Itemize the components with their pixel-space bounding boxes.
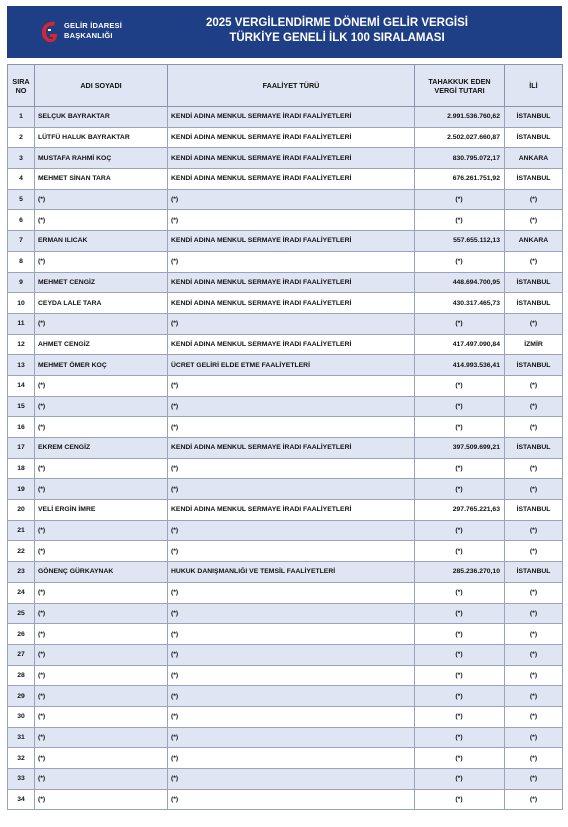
cell-sira: 18 [8, 458, 35, 479]
cell-faaliyet: (*) [168, 686, 415, 707]
cell-sira: 5 [8, 189, 35, 210]
cell-adi: VELİ ERGİN İMRE [35, 500, 168, 521]
logo-line1: GELİR İDARESİ [64, 21, 123, 30]
cell-adi: (*) [35, 727, 168, 748]
table-row [8, 107, 563, 128]
cell-adi: (*) [35, 189, 168, 210]
table-row [8, 582, 563, 603]
cell-adi: (*) [35, 251, 168, 272]
cell-tutar: 2.502.027.660,87 [415, 127, 505, 148]
cell-sira: 30 [8, 706, 35, 727]
cell-faaliyet: KENDİ ADINA MENKUL SERMAYE İRADI FAALİYETLERİ [168, 169, 415, 190]
cell-faaliyet: KENDİ ADINA MENKUL SERMAYE İRADI FAALİYETLERİ [168, 231, 415, 252]
cell-adi: (*) [35, 520, 168, 541]
cell-adi: GÖNENÇ GÜRKAYNAK [35, 562, 168, 583]
table-row [8, 769, 563, 790]
cell-ili: İSTANBUL [505, 500, 563, 521]
cell-tutar: (*) [415, 727, 505, 748]
cell-tutar: (*) [415, 251, 505, 272]
cell-faaliyet: (*) [168, 624, 415, 645]
cell-sira: 29 [8, 686, 35, 707]
cell-ili: (*) [505, 375, 563, 396]
table-row [8, 686, 563, 707]
cell-faaliyet: KENDİ ADINA MENKUL SERMAYE İRADI FAALİYETLERİ [168, 272, 415, 293]
cell-tutar: (*) [415, 210, 505, 231]
cell-faaliyet: (*) [168, 706, 415, 727]
cell-adi: MEHMET ÖMER KOÇ [35, 355, 168, 376]
cell-sira: 12 [8, 334, 35, 355]
cell-tutar: (*) [415, 644, 505, 665]
cell-adi: LÜTFÜ HALUK BAYRAKTAR [35, 127, 168, 148]
cell-sira: 28 [8, 665, 35, 686]
cell-faaliyet: (*) [168, 313, 415, 334]
table-row [8, 231, 563, 252]
cell-adi: (*) [35, 748, 168, 769]
table-row [8, 520, 563, 541]
cell-sira: 26 [8, 624, 35, 645]
cell-adi: (*) [35, 603, 168, 624]
cell-adi: (*) [35, 686, 168, 707]
cell-faaliyet: (*) [168, 748, 415, 769]
cell-tutar: (*) [415, 748, 505, 769]
cell-faaliyet: KENDİ ADINA MENKUL SERMAYE İRADI FAALİYETLERİ [168, 334, 415, 355]
cell-ili: (*) [505, 789, 563, 810]
cell-faaliyet: ÜCRET GELİRİ ELDE ETME FAALİYETLERİ [168, 355, 415, 376]
cell-tutar: (*) [415, 789, 505, 810]
cell-ili: İZMİR [505, 334, 563, 355]
cell-ili: (*) [505, 541, 563, 562]
cell-ili: (*) [505, 396, 563, 417]
cell-ili: İSTANBUL [505, 107, 563, 128]
page-title [137, 16, 537, 46]
cell-ili: (*) [505, 251, 563, 272]
cell-sira: 25 [8, 603, 35, 624]
cell-tutar: (*) [415, 313, 505, 334]
cell-ili: (*) [505, 644, 563, 665]
cell-ili: (*) [505, 520, 563, 541]
cell-adi: (*) [35, 644, 168, 665]
cell-faaliyet: KENDİ ADINA MENKUL SERMAYE İRADI FAALİYETLERİ [168, 293, 415, 314]
cell-tutar: (*) [415, 520, 505, 541]
cell-faaliyet: (*) [168, 603, 415, 624]
cell-faaliyet: (*) [168, 727, 415, 748]
cell-faaliyet: (*) [168, 479, 415, 500]
cell-faaliyet: (*) [168, 458, 415, 479]
cell-tutar: (*) [415, 603, 505, 624]
table-row [8, 562, 563, 583]
cell-tutar: (*) [415, 665, 505, 686]
cell-faaliyet: (*) [168, 665, 415, 686]
cell-sira: 32 [8, 748, 35, 769]
cell-faaliyet: (*) [168, 644, 415, 665]
cell-sira: 23 [8, 562, 35, 583]
cell-sira: 9 [8, 272, 35, 293]
table-row [8, 313, 563, 334]
column-header-tutar: TAHAKKUK EDEN VERGİ TUTARI [415, 65, 505, 107]
cell-sira: 8 [8, 251, 35, 272]
cell-ili: (*) [505, 582, 563, 603]
cell-sira: 19 [8, 479, 35, 500]
table-row [8, 541, 563, 562]
cell-adi: (*) [35, 458, 168, 479]
cell-sira: 2 [8, 127, 35, 148]
cell-ili: (*) [505, 458, 563, 479]
cell-tutar: (*) [415, 375, 505, 396]
cell-adi: (*) [35, 706, 168, 727]
cell-ili: (*) [505, 603, 563, 624]
cell-adi: MUSTAFA RAHMİ KOÇ [35, 148, 168, 169]
cell-ili: İSTANBUL [505, 272, 563, 293]
cell-sira: 13 [8, 355, 35, 376]
cell-sira: 10 [8, 293, 35, 314]
table-row [8, 189, 563, 210]
cell-faaliyet: (*) [168, 417, 415, 438]
cell-tutar: 557.655.112,13 [415, 231, 505, 252]
column-header-adi: ADI SOYADI [35, 65, 168, 107]
ranking-table-container [7, 64, 562, 810]
cell-faaliyet: KENDİ ADINA MENKUL SERMAYE İRADI FAALİYETLERİ [168, 500, 415, 521]
cell-faaliyet: (*) [168, 541, 415, 562]
table-row [8, 624, 563, 645]
cell-adi: MEHMET SİNAN TARA [35, 169, 168, 190]
cell-ili: (*) [505, 665, 563, 686]
gib-logo-icon [40, 20, 58, 44]
cell-faaliyet: (*) [168, 396, 415, 417]
cell-tutar: 414.993.536,41 [415, 355, 505, 376]
table-row [8, 603, 563, 624]
column-header-sira: SIRA NO [8, 65, 35, 107]
cell-faaliyet: (*) [168, 210, 415, 231]
cell-ili: (*) [505, 727, 563, 748]
cell-sira: 3 [8, 148, 35, 169]
column-header-ili: İLİ [505, 65, 563, 107]
table-row [8, 272, 563, 293]
cell-ili: (*) [505, 624, 563, 645]
cell-sira: 15 [8, 396, 35, 417]
cell-ili: (*) [505, 417, 563, 438]
cell-sira: 20 [8, 500, 35, 521]
cell-faaliyet: HUKUK DANIŞMANLIĞI VE TEMSİL FAALİYETLERİ [168, 562, 415, 583]
cell-sira: 33 [8, 769, 35, 790]
cell-faaliyet: (*) [168, 582, 415, 603]
cell-ili: (*) [505, 748, 563, 769]
table-row [8, 706, 563, 727]
table-row [8, 417, 563, 438]
table-row [8, 665, 563, 686]
cell-adi: MEHMET CENGİZ [35, 272, 168, 293]
table-row [8, 479, 563, 500]
cell-sira: 17 [8, 438, 35, 459]
cell-sira: 27 [8, 644, 35, 665]
table-row [8, 748, 563, 769]
cell-tutar: (*) [415, 624, 505, 645]
cell-tutar: (*) [415, 541, 505, 562]
cell-tutar: (*) [415, 686, 505, 707]
table-row [8, 458, 563, 479]
cell-tutar: (*) [415, 479, 505, 500]
cell-sira: 4 [8, 169, 35, 190]
cell-adi: (*) [35, 313, 168, 334]
cell-tutar: (*) [415, 417, 505, 438]
cell-ili: (*) [505, 210, 563, 231]
cell-tutar: (*) [415, 582, 505, 603]
cell-sira: 1 [8, 107, 35, 128]
cell-adi: (*) [35, 582, 168, 603]
cell-tutar: (*) [415, 458, 505, 479]
cell-sira: 6 [8, 210, 35, 231]
cell-sira: 31 [8, 727, 35, 748]
cell-adi: (*) [35, 396, 168, 417]
cell-sira: 24 [8, 582, 35, 603]
cell-faaliyet: (*) [168, 789, 415, 810]
table-row [8, 500, 563, 521]
cell-adi: (*) [35, 769, 168, 790]
cell-ili: (*) [505, 706, 563, 727]
cell-adi: (*) [35, 789, 168, 810]
table-row [8, 789, 563, 810]
cell-faaliyet: KENDİ ADINA MENKUL SERMAYE İRADI FAALİYETLERİ [168, 127, 415, 148]
cell-adi: (*) [35, 479, 168, 500]
table-row [8, 355, 563, 376]
table-row [8, 438, 563, 459]
cell-faaliyet: KENDİ ADINA MENKUL SERMAYE İRADI FAALİYETLERİ [168, 107, 415, 128]
cell-ili: İSTANBUL [505, 127, 563, 148]
cell-adi: (*) [35, 210, 168, 231]
table-body [8, 107, 563, 810]
cell-tutar: 830.795.072,17 [415, 148, 505, 169]
cell-tutar: 285.236.270,10 [415, 562, 505, 583]
cell-ili: ANKARA [505, 231, 563, 252]
cell-tutar: 430.317.465,73 [415, 293, 505, 314]
table-row [8, 293, 563, 314]
cell-adi: SELÇUK BAYRAKTAR [35, 107, 168, 128]
cell-tutar: 297.765.221,63 [415, 500, 505, 521]
logo-line2: BAŞKANLIĞI [64, 31, 113, 40]
cell-ili: İSTANBUL [505, 169, 563, 190]
cell-ili: (*) [505, 769, 563, 790]
cell-sira: 11 [8, 313, 35, 334]
cell-ili: (*) [505, 313, 563, 334]
cell-sira: 22 [8, 541, 35, 562]
logo-text [64, 21, 122, 41]
page-header [7, 6, 562, 58]
cell-adi: (*) [35, 541, 168, 562]
cell-sira: 34 [8, 789, 35, 810]
cell-sira: 7 [8, 231, 35, 252]
title-line2: TÜRKİYE GENELİ İLK 100 SIRALAMASI [229, 32, 445, 44]
cell-adi: (*) [35, 375, 168, 396]
cell-ili: İSTANBUL [505, 562, 563, 583]
cell-tutar: (*) [415, 189, 505, 210]
cell-adi: CEYDA LALE TARA [35, 293, 168, 314]
cell-faaliyet: (*) [168, 189, 415, 210]
cell-adi: (*) [35, 624, 168, 645]
column-header-faaliyet: FAALİYET TÜRÜ [168, 65, 415, 107]
cell-tutar: 2.991.536.760,62 [415, 107, 505, 128]
cell-faaliyet: (*) [168, 375, 415, 396]
cell-sira: 21 [8, 520, 35, 541]
cell-ili: (*) [505, 479, 563, 500]
title-line1: 2025 VERGİLENDİRME DÖNEMİ GELİR VERGİSİ [206, 17, 468, 29]
cell-faaliyet: (*) [168, 251, 415, 272]
cell-adi: AHMET CENGİZ [35, 334, 168, 355]
cell-faaliyet: (*) [168, 520, 415, 541]
table-row [8, 727, 563, 748]
cell-adi: ERMAN ILICAK [35, 231, 168, 252]
cell-adi: (*) [35, 665, 168, 686]
cell-ili: İSTANBUL [505, 355, 563, 376]
cell-ili: İSTANBUL [505, 293, 563, 314]
cell-sira: 16 [8, 417, 35, 438]
cell-faaliyet: KENDİ ADINA MENKUL SERMAYE İRADI FAALİYETLERİ [168, 148, 415, 169]
table-row [8, 644, 563, 665]
table-row [8, 334, 563, 355]
ranking-table [7, 64, 563, 810]
cell-tutar: 676.261.751,92 [415, 169, 505, 190]
table-row [8, 169, 563, 190]
cell-tutar: 448.694.700,95 [415, 272, 505, 293]
cell-faaliyet: KENDİ ADINA MENKUL SERMAYE İRADI FAALİYETLERİ [168, 438, 415, 459]
cell-ili: (*) [505, 189, 563, 210]
table-row [8, 396, 563, 417]
cell-ili: İSTANBUL [505, 438, 563, 459]
table-row [8, 127, 563, 148]
cell-tutar: 417.497.090,84 [415, 334, 505, 355]
cell-ili: (*) [505, 686, 563, 707]
table-header-row [8, 65, 563, 107]
cell-ili: ANKARA [505, 148, 563, 169]
cell-tutar: (*) [415, 706, 505, 727]
table-row [8, 210, 563, 231]
cell-tutar: (*) [415, 396, 505, 417]
table-row [8, 251, 563, 272]
table-row [8, 148, 563, 169]
cell-tutar: (*) [415, 769, 505, 790]
cell-adi: (*) [35, 417, 168, 438]
cell-tutar: 397.509.699,21 [415, 438, 505, 459]
cell-faaliyet: (*) [168, 769, 415, 790]
table-row [8, 375, 563, 396]
cell-adi: EKREM CENGİZ [35, 438, 168, 459]
cell-sira: 14 [8, 375, 35, 396]
